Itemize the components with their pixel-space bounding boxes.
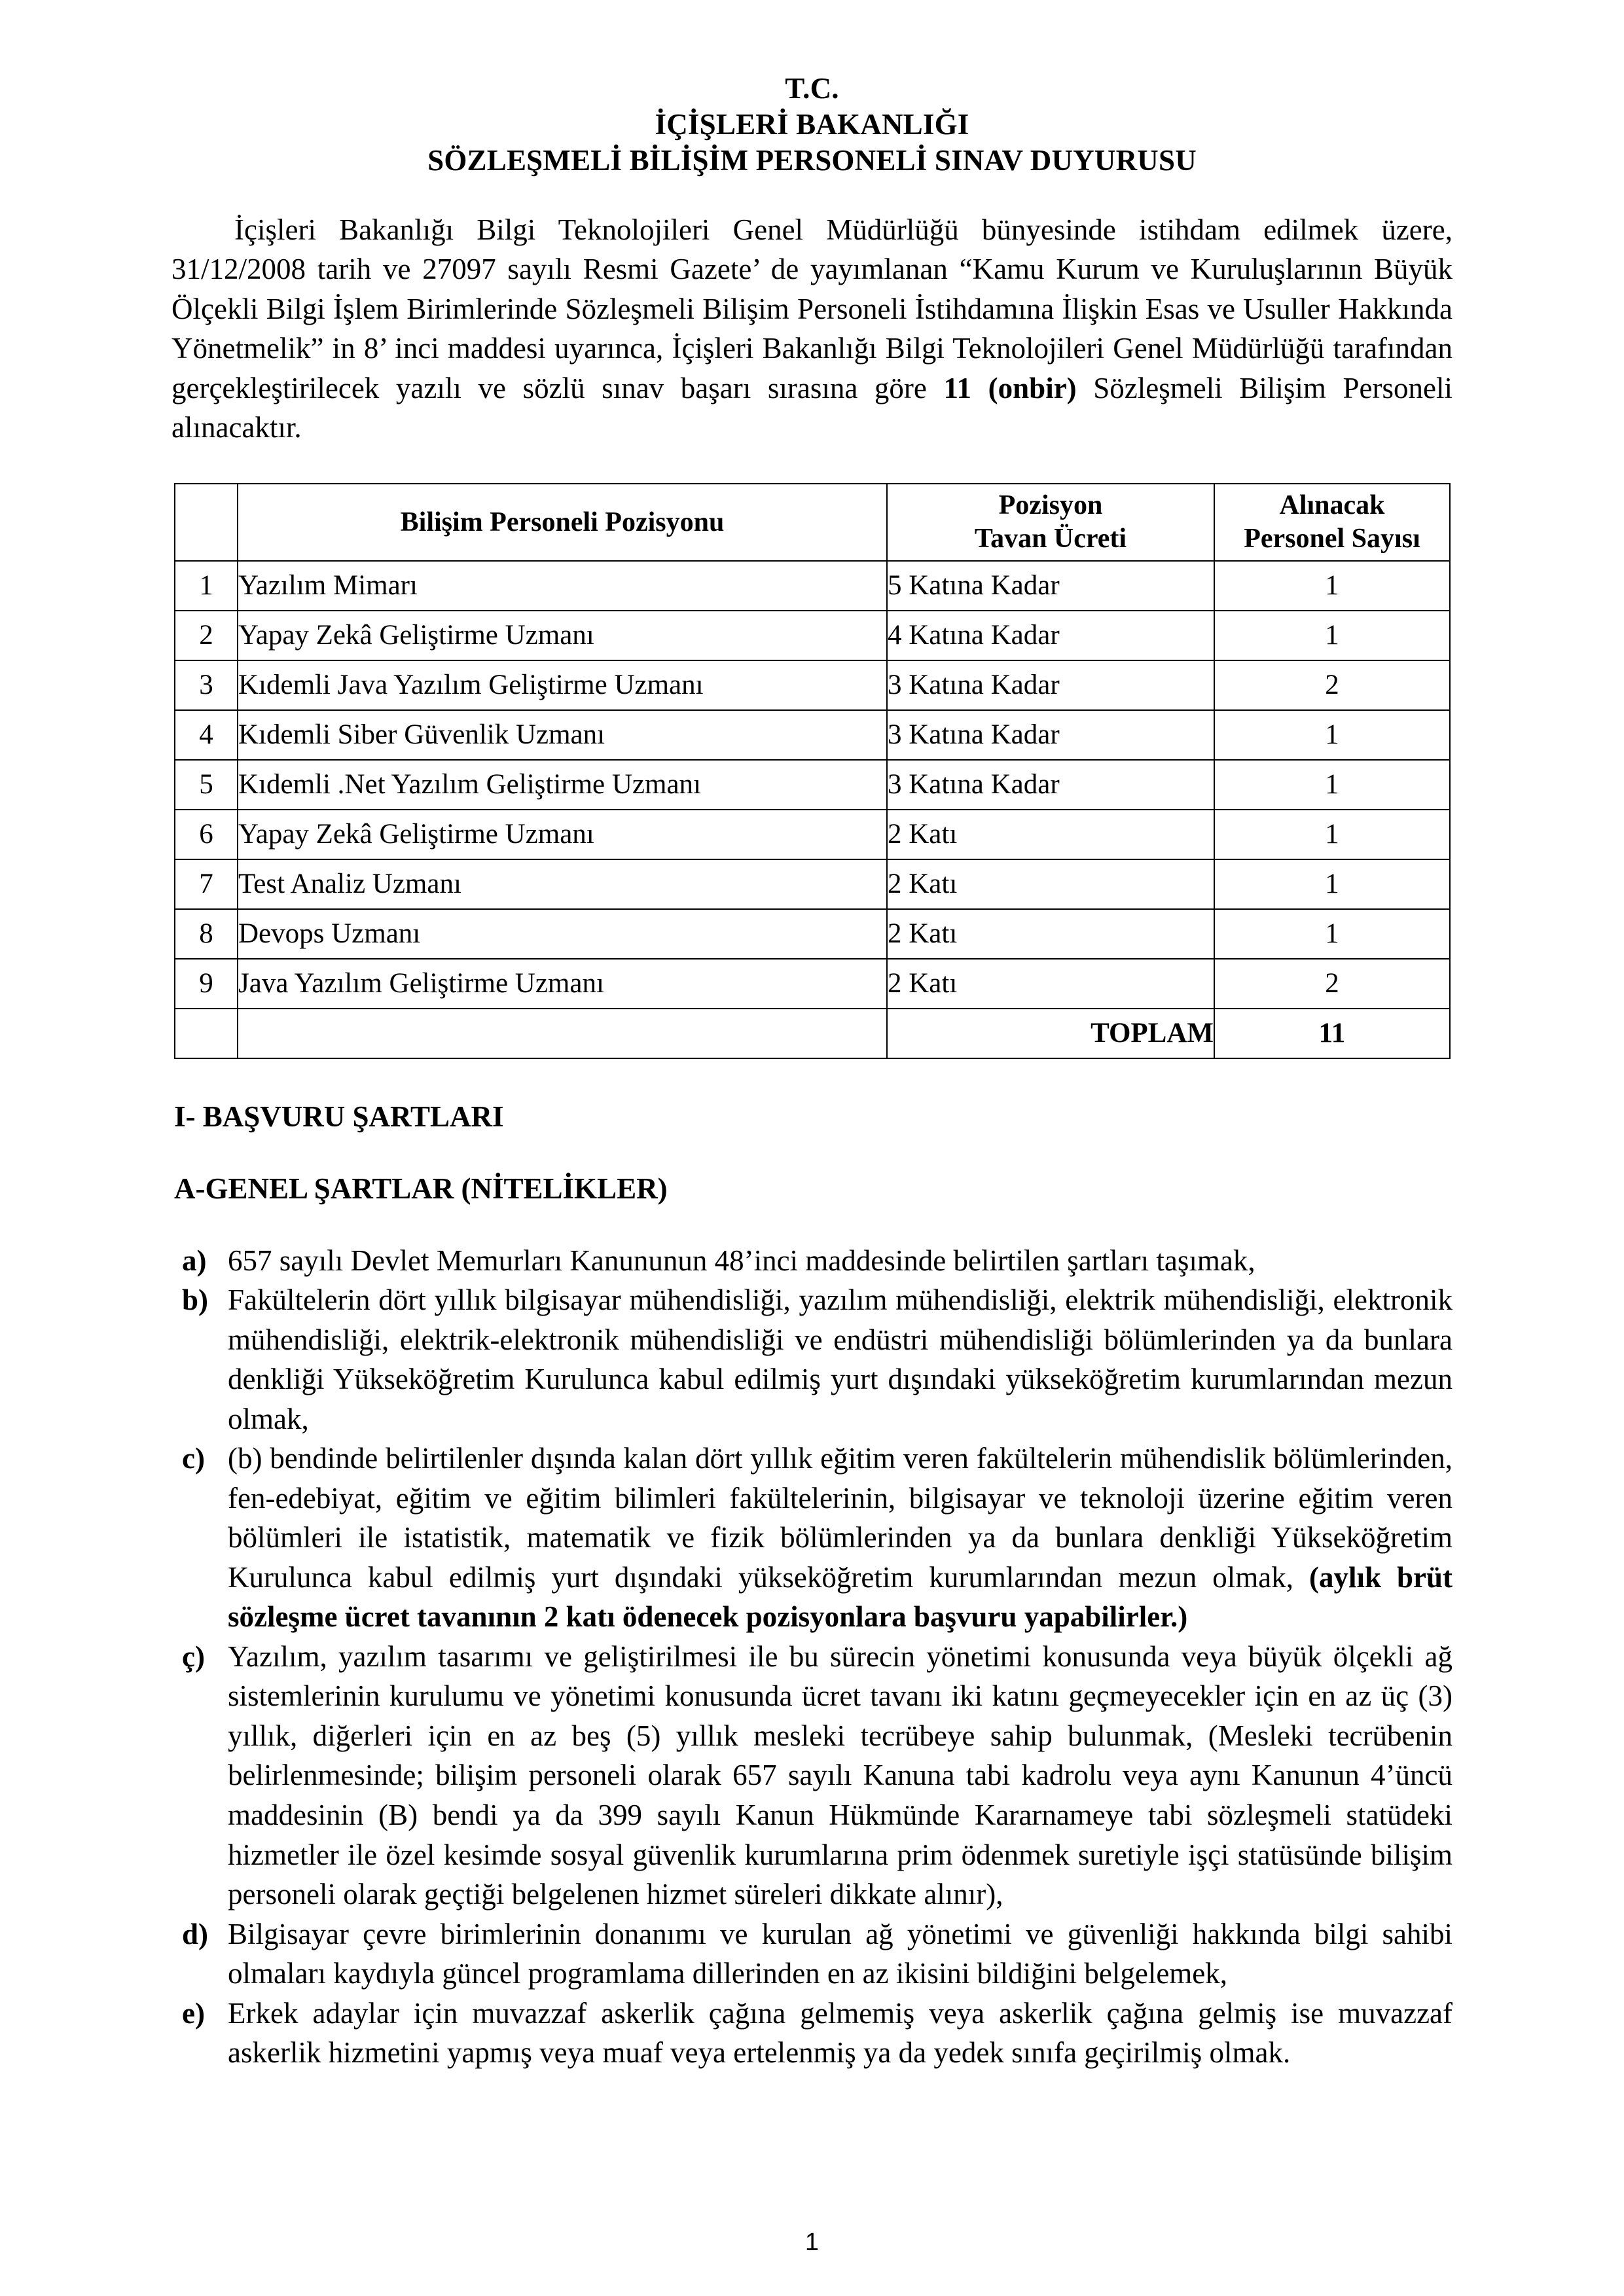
cell-ceiling: 2 Katı — [887, 810, 1214, 859]
cell-no: 6 — [175, 810, 238, 859]
col-header-count — [1214, 484, 1450, 561]
cell-count: 2 — [1214, 959, 1450, 1009]
list-item-marker: ç) — [182, 1640, 205, 1673]
cell-position: Kıdemli Siber Güvenlik Uzmanı — [238, 710, 887, 760]
col-header-ceiling — [887, 484, 1214, 561]
cell-position: Yapay Zekâ Geliştirme Uzmanı — [238, 810, 887, 859]
section-heading-general-conditions: A-GENEL ŞARTLAR (NİTELİKLER) — [174, 1172, 668, 1205]
cell-count: 1 — [1214, 909, 1450, 959]
cell-no: 4 — [175, 710, 238, 760]
cell-count: 1 — [1214, 810, 1450, 859]
cell-count: 1 — [1214, 561, 1450, 611]
list-item — [174, 1994, 1453, 2073]
list-item-text: Erkek adaylar için muvazzaf askerlik çağına gelmemiş veya askerlik çağına gelmiş ise muvazzaf askerlik hizmetini yapmış veya muaf veya ertelenmiş ya da yedek sınıfa geçirilmiş olmak. — [228, 1996, 1453, 2070]
cell-count: 1 — [1214, 611, 1450, 660]
table-row — [175, 660, 1450, 710]
list-item-text: 657 sayılı Devlet Memurları Kanununun 48’inci maddesinde belirtilen şartları taşımak, — [228, 1244, 1255, 1277]
cell-no: 2 — [175, 611, 238, 660]
cell-position: Kıdemli Java Yazılım Geliştirme Uzmanı — [238, 660, 887, 710]
cell-ceiling: 5 Katına Kadar — [887, 561, 1214, 611]
cell-no-empty — [175, 1009, 238, 1058]
intro-count-bold: 11 (onbir) — [943, 371, 1077, 404]
list-item-marker: a) — [182, 1244, 207, 1277]
intro-text-part1: İçişleri Bakanlığı Bilgi Teknolojileri Genel Müdürlüğü bünyesinde istihdam edilmek üzere, 31/12/2008 tarih ve 27097 sayılı Resmi Gazete’ de yayımlanan “Kamu Kurum ve Kuruluşlarının Büyük Ölçekli Bilgi İşlem Birimlerinde Sözleşmeli Bilişim Personeli İstihdamına İlişkin Esas ve Usuller Hakkında Yönetmelik” in 8’ inci maddesi uyarınca, İçişleri Bakanlığı Bilgi Teknolojileri Genel Müdürlüğü tarafından gerçekleştirilecek yazılı ve sözlü sınav başarı sırasına göre — [171, 213, 1453, 404]
header-line-tc: T.C. — [785, 72, 839, 105]
positions-table — [174, 483, 1451, 1059]
cell-no: 8 — [175, 909, 238, 959]
table-row — [175, 611, 1450, 660]
list-item-text: Bilgisayar çevre birimlerinin donanımı ve kurulan ağ yönetimi ve güvenliği hakkında bilgi sahibi olmaları kaydıyla güncel programlama dillerinden en az ikisini bildiğini belgelemek, — [228, 1917, 1453, 1990]
cell-ceiling: 2 Katı — [887, 859, 1214, 909]
table-row — [175, 561, 1450, 611]
cell-ceiling: 3 Katına Kadar — [887, 660, 1214, 710]
cell-count: 1 — [1214, 710, 1450, 760]
requirements-list — [174, 1241, 1453, 2073]
list-item — [174, 1241, 1453, 1281]
page-number: 1 — [804, 2229, 820, 2256]
table-row — [175, 810, 1450, 859]
list-item-marker: c) — [182, 1442, 205, 1475]
table-header — [175, 484, 1450, 561]
table-row — [175, 959, 1450, 1009]
list-item-text: Fakültelerin dört yıllık bilgisayar mühendisliği, yazılım mühendisliği, elektrik mühendisliği, elektronik mühendisliği, elektrik-elektronik mühendisliği ve endüstri mühendisliği bölümlerinden ya da bunlara denkliği Yükseköğretim Kurulunca kabul edilmiş yurt dışındaki yükseköğretim kurumlarından mezun olmak, — [228, 1283, 1453, 1435]
list-item-text-bold: (aylık brüt sözleşme ücret tavanının 2 katı ödenecek pozisyonlara başvuru yapabilirler.) — [228, 1560, 1453, 1634]
table-row — [175, 710, 1450, 760]
list-item-text — [228, 1439, 1453, 1637]
cell-position-empty — [238, 1009, 887, 1058]
cell-position: Devops Uzmanı — [238, 909, 887, 959]
cell-position: Yapay Zekâ Geliştirme Uzmanı — [238, 611, 887, 660]
col-header-ceiling-line2: Tavan Ücreti — [974, 523, 1127, 554]
intro-text-part2: Sözleşmeli Bilişim Personeli alınacaktır. — [171, 371, 1453, 444]
cell-count: 1 — [1214, 859, 1450, 909]
list-item-text: Yazılım, yazılım tasarımı ve geliştirilmesi ile bu sürecin yönetimi konusunda veya büyük ölçekli ağ sistemlerinin kurulumu ve yönetimi konusunda ücret tavanı iki katını geçmeyecekler için en az üç (3) yıllık, diğerleri için en az beş (5) yıllık mesleki tecrübeye sahip bulunmak, (Mesleki tecrübenin belirlenmesinde; bilişim personeli olarak 657 sayılı Kanuna tabi kadrolu veya aynı Kanunun 4’üncü maddesinin (B) bendi ya da 399 sayılı Kanun Hükmünde Kararnameye tabi sözleşmeli statüdeki hizmetler ile özel kesimde sosyal güvenlik kurumlarına prim ödenmek suretiyle işçi statüsünde bilişim personeli olarak geçtiği belgelenen hizmet süreleri dikkate alınır), — [228, 1640, 1453, 1911]
header-line-title: SÖZLEŞMELİ BİLİŞİM PERSONELİ SINAV DUYURUSU — [427, 143, 1197, 177]
cell-count: 2 — [1214, 660, 1450, 710]
cell-no: 9 — [175, 959, 238, 1009]
cell-no: 7 — [175, 859, 238, 909]
list-item-marker: e) — [182, 1996, 205, 2030]
cell-ceiling: 2 Katı — [887, 909, 1214, 959]
table-body — [175, 561, 1450, 1058]
section-heading-application-conditions: I- BAŞVURU ŞARTLARI — [174, 1100, 504, 1133]
cell-ceiling: 2 Katı — [887, 959, 1214, 1009]
cell-ceiling: 3 Katına Kadar — [887, 760, 1214, 810]
cell-ceiling: 3 Katına Kadar — [887, 710, 1214, 760]
document-header — [171, 71, 1453, 179]
intro-paragraph — [171, 210, 1453, 448]
cell-position: Java Yazılım Geliştirme Uzmanı — [238, 959, 887, 1009]
table-row — [175, 859, 1450, 909]
list-item — [174, 1637, 1453, 1914]
table-row — [175, 909, 1450, 959]
cell-total-label: TOPLAM — [887, 1009, 1214, 1058]
col-header-ceiling-line1: Pozisyon — [998, 490, 1103, 521]
table-total-row — [175, 1009, 1450, 1058]
list-item-text-plain: (b) bendinde belirtilenler dışında kalan dört yıllık eğitim veren fakültelerin mühendislik bölümlerinden, fen-edebiyat, eğitim ve eğitim bilimleri fakültelerinin, bilgisayar ve teknoloji üzerine eğitim veren bölümleri ile istatistik, matematik ve fizik bölümlerinden ya da bunlara denkliği Yükseköğretim Kurulunca kabul edilmiş yurt dışındaki yükseköğretim kurumlarından mezun olmak, — [228, 1442, 1453, 1594]
cell-no: 3 — [175, 660, 238, 710]
cell-no: 1 — [175, 561, 238, 611]
cell-position: Kıdemli .Net Yazılım Geliştirme Uzmanı — [238, 760, 887, 810]
cell-total-value: 11 — [1214, 1009, 1450, 1058]
table-row — [175, 760, 1450, 810]
list-item — [174, 1439, 1453, 1637]
list-item — [174, 1914, 1453, 1994]
list-item-marker: b) — [182, 1283, 209, 1317]
cell-position: Yazılım Mimarı — [238, 561, 887, 611]
table-header-row — [175, 484, 1450, 561]
list-item-marker: d) — [182, 1917, 209, 1950]
cell-count: 1 — [1214, 760, 1450, 810]
list-item — [174, 1280, 1453, 1439]
cell-position: Test Analiz Uzmanı — [238, 859, 887, 909]
cell-no: 5 — [175, 760, 238, 810]
cell-ceiling: 4 Katına Kadar — [887, 611, 1214, 660]
col-header-count-line1: Alınacak — [1279, 490, 1385, 521]
col-header-count-line2: Personel Sayısı — [1244, 523, 1420, 554]
col-header-position: Bilişim Personeli Pozisyonu — [238, 484, 887, 561]
header-line-ministry: İÇİŞLERİ BAKANLIĞI — [655, 107, 969, 141]
col-header-no — [175, 484, 238, 561]
